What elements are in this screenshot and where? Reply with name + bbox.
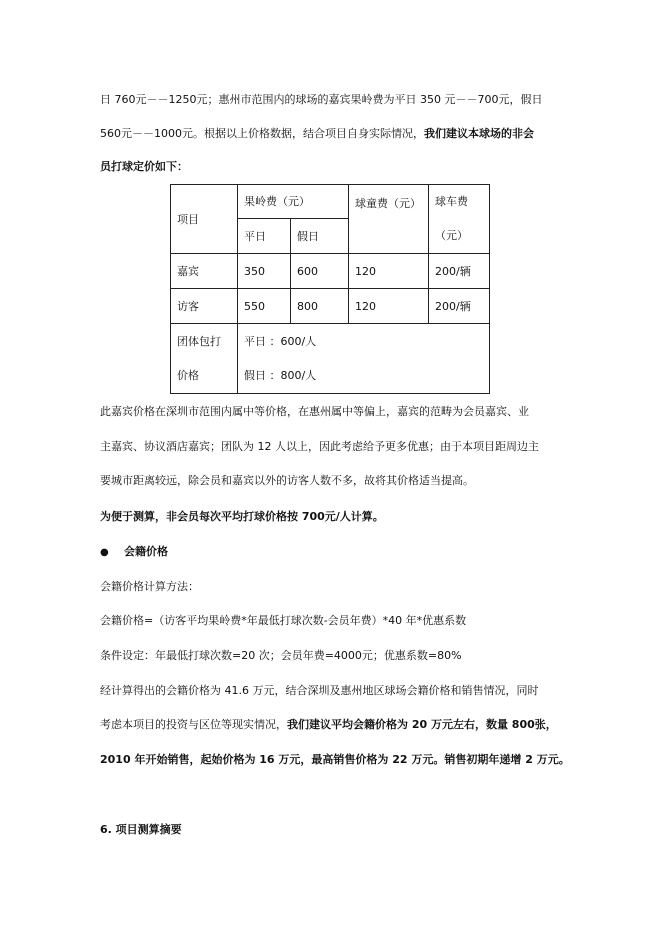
para2-line-3: 2010 年开始销售，起始价格为 16 万元，最高销售价格为 22 万元。销售初期年递增 2 万元。 [100,753,570,766]
intro-line-2-bold: 我们建议本球场的非会 [424,127,534,140]
para1-line-1: 此嘉宾价格在深圳市范围内属中等价格，在惠州属中等偏上，嘉宾的范畴为会员嘉宾、业 [100,405,529,418]
group-label [171,324,238,394]
para1-line-3: 要城市距离较远，除会员和嘉宾以外的访客人数不多，故将其价格适当提高。 [100,474,474,487]
row-weekday: 550 [238,289,291,324]
row-cart: 200/辆 [429,254,490,289]
row-caddie: 120 [349,289,429,324]
intro-line-2-text: 560元－－1000元。根据以上价格数据，结合项目自身实际情况， [100,127,424,140]
header-holiday: 假日 [291,218,349,253]
method-title: 会籍价格计算方法： [100,580,199,593]
method-formula: 会籍价格=（访客平均果岭费*年最低打球次数-会员年费）*40 年*优惠系数 [100,614,467,627]
bullet-icon: ● [100,547,109,558]
para2-line-1: 经计算得出的会籍价格为 41.6 万元，结合深圳及惠州地区球场会籍价格和销售情况，同时 [100,684,539,697]
para2-line-2-text: 考虑本项目的投资与区位等现实情况， [100,718,287,731]
para1-line-2: 主嘉宾、协议酒店嘉宾；团队为 12 人以上，因此考虑给予更多优惠；由于本项目距周边主 [100,440,539,453]
section-6-heading: 6. 项目测算摘要 [100,823,182,836]
header-caddie: 球童费（元） [349,185,429,254]
row-weekday: 350 [238,254,291,289]
table-row [171,254,490,289]
row-holiday: 800 [291,289,349,324]
group-label-line1: 团体包打 [177,334,221,348]
row-caddie: 120 [349,254,429,289]
header-green-fee: 果岭费（元） [238,185,349,219]
group-holiday: 假日 ：800/人 [244,368,317,382]
para2-line-2 [100,718,557,732]
row-holiday: 600 [291,254,349,289]
intro-line-3: 员打球定价如下： [100,160,188,173]
header-cart-line1: 球车费 [435,195,468,208]
header-item: 项目 [171,185,238,254]
intro-line-2 [100,127,534,141]
header-cart [429,185,490,254]
table-row-group [171,324,490,394]
section-title-membership: 会籍价格 [124,545,168,558]
method-conditions: 条件设定：年最低打球次数=20 次；会员年费=4000元；优惠系数=80% [100,649,462,662]
group-weekday: 平日 ：600/人 [244,334,317,348]
table-row [171,289,490,324]
para2-line-2-bold: 我们建议平均会籍价格为 20 万元左右，数量 800张， [287,718,557,731]
bold-note: 为便于测算，非会员每次平均打球价格按 700元/人计算。 [100,510,384,523]
row-label: 访客 [171,289,238,324]
row-cart: 200/辆 [429,289,490,324]
header-cart-line2: （元） [435,229,468,242]
group-label-line2: 价格 [177,368,199,382]
header-weekday: 平日 [238,218,291,253]
row-label: 嘉宾 [171,254,238,289]
pricing-table [170,184,490,394]
group-price [238,324,490,394]
intro-line-1: 日 760元－－1250元；惠州市范围内的球场的嘉宾果岭费为平日 350 元－－700元，假日 [100,93,543,106]
